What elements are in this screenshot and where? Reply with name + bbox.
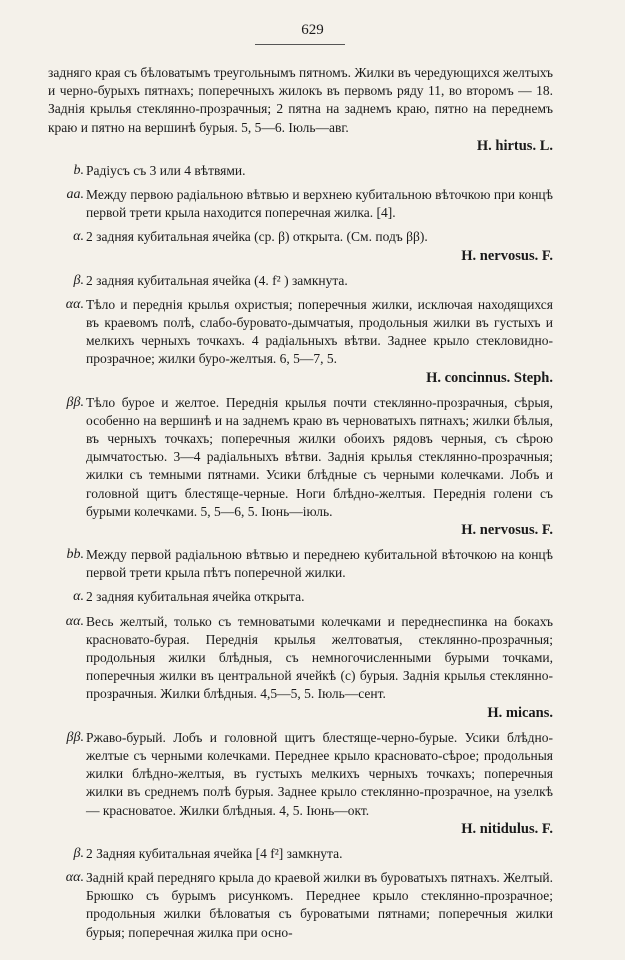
- block-text: Задній край передняго крыла до краевой жилки въ буроватыхъ пятнахъ. Желтый. Брюшко съ бурымъ рисункомъ. Переднее крыло стеклянно-прозрачное; продольныя жилки бѣловатыя съ буроватыми пятнами; поперечныя жилки бурыя; поперечная жилка при осно-: [86, 869, 553, 940]
- species-name: H. nervosus. F.: [461, 247, 553, 264]
- text-block-4: [48, 272, 553, 290]
- block-text: Радіусъ съ 3 или 4 вѣтвями.: [86, 162, 246, 178]
- block-label: α.: [73, 229, 84, 245]
- text-block-0: [48, 64, 553, 156]
- text-block-3: [48, 228, 553, 265]
- block-label: aa.: [66, 187, 84, 203]
- species-name: H. concinnus. Steph.: [426, 369, 553, 386]
- block-label: ββ.: [66, 394, 84, 410]
- block-text: 2 задняя кубитальная ячейка (ср. β) открыта. (См. подъ ββ).: [86, 229, 428, 245]
- block-text: задняго края съ бѣловатымъ треугольнымъ пятномъ. Жилки въ чередующихся желтыхъ и черно-бурыхъ пятнахъ; поперечныхъ жилокъ въ первомъ ряду 11, во второмъ — 18. Заднія крылья стеклянно-прозрачныя; 2 пятна на заднемъ краю, пятно на переднемъ краю и пятно на вершинѣ бурыя. 5, 5—6. Іюль—авг.: [48, 65, 553, 135]
- text-block-1: [48, 162, 553, 180]
- text-block-10: [48, 729, 553, 839]
- block-label: αα.: [65, 613, 84, 629]
- block-label: b.: [73, 162, 84, 178]
- text-block-9: [48, 613, 553, 723]
- block-text: Между первой радіальною вѣтвью и переднею кубитальной вѣточкою на концѣ первой трети крыла пѣтъ поперечной жилки.: [86, 547, 553, 581]
- text-block-6: [48, 394, 553, 540]
- document-body: [48, 64, 553, 948]
- block-text: Тѣло бурое и желтое. Переднія крылья почти стеклянно-прозрачныя, сѣрыя, особенно на вершинѣ и на заднемъ краю въ черноватыхъ пятнахъ; жилки бѣлыя, въ черныхъ точкахъ; поперечныя жилки обоихъ рядовъ черныя, съ сѣрою дымчатостью. 3—4 радіальныхъ вѣтви. Заднія крылья стеклянно-прозрачныя; жилки съ темными пятнами. Усики блѣдные съ черными колечками. Лобъ и головной щитъ блестяще-черные. Ноги блѣдно-желтыя. Переднія голени съ бурыми колечками. 5, 5—6, 5. Іюнь—іюль.: [86, 394, 553, 519]
- text-block-7: [48, 546, 553, 582]
- block-text: 2 задняя кубитальная ячейка открыта.: [86, 589, 305, 605]
- header-rule: [255, 44, 345, 45]
- page-number: 629: [301, 22, 324, 38]
- species-name: H. nervosus. F.: [461, 522, 553, 539]
- block-label: β.: [73, 272, 84, 288]
- text-block-12: [48, 869, 553, 942]
- block-text: 2 Задняя кубитальная ячейка [4 f²] замкнута.: [86, 845, 343, 861]
- block-label: β.: [73, 845, 84, 861]
- text-block-11: [48, 845, 553, 863]
- species-name: H. nitidulus. F.: [461, 820, 553, 837]
- block-label: ββ.: [66, 729, 84, 745]
- text-block-5: [48, 296, 553, 388]
- block-text: Ржаво-бурый. Лобъ и головной щитъ блестяще-черно-бурые. Усики блѣдно-желтые съ черными колечками. Переднее крыло красновато-сѣрое; продольныя жилки блѣдно-желтыя, въ густыхъ мелкихъ черныхъ точкахъ; поперечныя жилки въ среднемъ полѣ бурыя. Заднее крыло стеклянно-прозрачное, на узелкѣ — красноватое. Жилки блѣдныя. 4, 5. Іюнь—окт.: [86, 729, 553, 818]
- species-name: H. micans.: [487, 704, 553, 721]
- text-block-2: [48, 186, 553, 222]
- block-label: bb.: [66, 547, 84, 563]
- block-label: α.: [73, 589, 84, 605]
- block-label: αα.: [65, 296, 84, 312]
- species-name: H. hirtus. L.: [476, 137, 553, 154]
- text-block-8: [48, 588, 553, 606]
- block-text: 2 задняя кубитальная ячейка (4. f² ) замкнута.: [86, 272, 348, 288]
- block-text: Тѣло и переднія крылья охристыя; поперечныя жилки, исключая находящихся въ краевомъ полѣ, слабо-буровато-дымчатыя, продольныя жилки въ густыхъ и мелкихъ черныхъ точкахъ. 4 радіальныхъ вѣтви. Заднее крыло стекловидно-прозрачное; жилки буро-желтыя. 6, 5—7, 5.: [86, 296, 553, 367]
- block-text: Весь желтый, только съ темноватыми колечками и переднеспинка на бокахъ красновато-бурая. Переднія крылья желтоватыя, стеклянно-прозрачныя; продольныя жилки блѣдныя, съ немногочисленными бурыми точками, поперечныя жилки въ центральной ячейкѣ (с) бурыя. Заднія крылья стеклянно-прозрачныя. Жилки блѣдныя. 4,5—5, 5. Іюль—сент.: [86, 613, 553, 702]
- block-label: αα.: [65, 869, 84, 885]
- block-text: Между первою радіальною вѣтвью и верхнею кубитальною вѣточкою при концѣ первой трети крыла находится поперечная жилка. [4].: [86, 187, 553, 221]
